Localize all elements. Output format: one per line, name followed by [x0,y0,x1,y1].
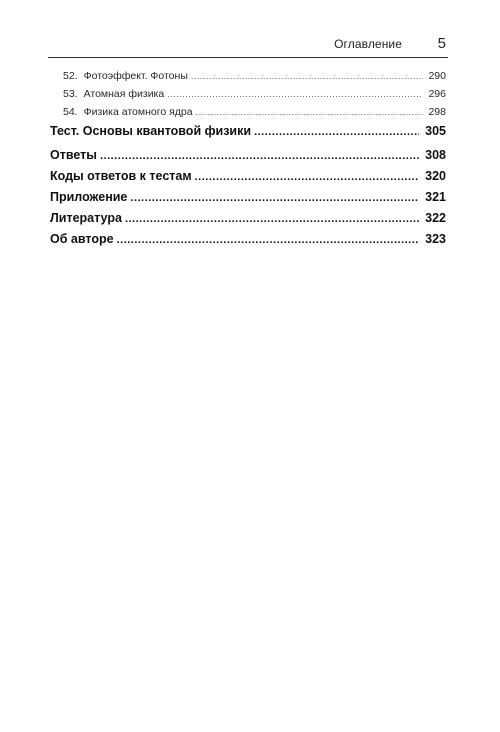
toc-entry-52 [50,67,446,85]
toc-entry-54 [50,103,446,121]
toc-entry-about-author [50,229,446,250]
toc-entry-answers [50,145,446,166]
toc-entry-test [50,121,446,142]
toc-entry-title: Атомная физика [83,88,165,100]
toc-entry-answer-codes [50,166,446,187]
toc-entry-title: Литература [50,211,122,225]
toc-entry-literature [50,208,446,229]
dot-leader [195,167,419,188]
dot-leader [167,85,423,103]
header-title: Оглавление [334,37,402,51]
toc-entry-number: 52. [63,70,78,82]
toc-entry-number: 54. [63,106,78,118]
dot-leader [125,209,419,230]
toc-entry-number: 53. [63,88,78,100]
toc-entry-title: Ответы [50,148,97,162]
running-header [48,34,448,58]
toc-entry-page: 323 [425,232,446,246]
dot-leader [196,103,423,121]
table-of-contents [50,67,446,250]
toc-entry-page: 320 [425,169,446,183]
dot-leader [191,67,423,85]
toc-entry-page: 296 [428,88,446,100]
toc-entry-page: 305 [425,124,446,138]
toc-entry-title: Тест. Основы квантовой физики [50,124,252,138]
toc-entry-appendix [50,187,446,208]
toc-entry-title: Коды ответов к тестам [50,169,192,183]
header-rule [48,57,448,58]
dot-leader [130,188,419,209]
dot-leader [254,122,419,143]
toc-entry-page: 298 [428,106,446,118]
toc-entry-title: Приложение [50,190,128,204]
toc-entry-page: 308 [425,148,446,162]
toc-entry-title: Об авторе [50,232,114,246]
dot-leader [100,146,419,167]
toc-entry-title: Фотоэффект. Фотоны [83,70,188,82]
toc-entry-page: 322 [425,211,446,225]
header-page-number: 5 [437,35,446,52]
toc-entry-53 [50,85,446,103]
toc-entry-page: 321 [425,190,446,204]
dot-leader [117,230,419,251]
toc-entry-page: 290 [428,70,446,82]
toc-entry-title: Физика атомного ядра [83,106,193,118]
